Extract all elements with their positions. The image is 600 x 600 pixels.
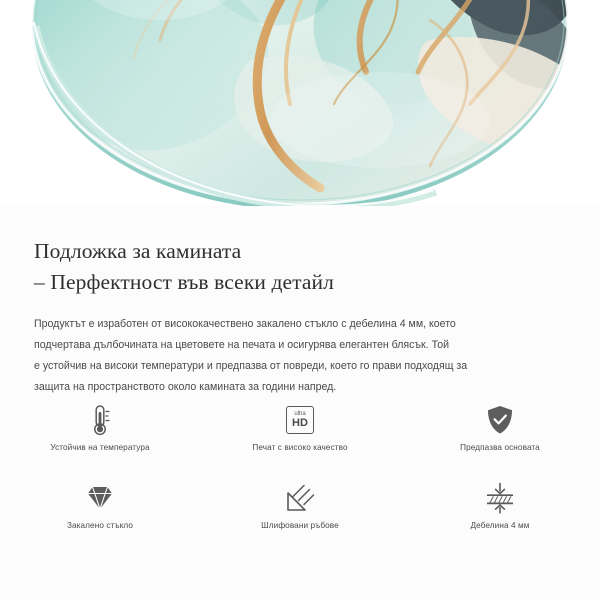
paragraph-line-3: е устойчив на високи температури и предпазва от повреди, което го прави подходящ за — [34, 360, 468, 372]
thickness-arrows-icon — [483, 476, 517, 520]
feature-polished-edges — [200, 476, 400, 554]
feature-label: Шлифовани ръбове — [261, 521, 339, 530]
feature-print-quality — [200, 398, 400, 476]
ultra-hd-icon — [286, 398, 314, 442]
ultra-hd-badge-top: ultra — [294, 411, 306, 417]
feature-label: Печат с високо качество — [252, 443, 348, 452]
feature-tempered-glass — [0, 476, 200, 554]
ultra-hd-badge-bottom: HD — [292, 417, 308, 429]
feature-label: Закалено стъкло — [66, 521, 134, 530]
feature-grid — [0, 398, 600, 554]
feature-label: Предпазва основата — [460, 443, 540, 452]
page-title — [0, 222, 600, 298]
paragraph-line-4: защита на пространството около камината за години напред. — [34, 381, 337, 393]
shield-check-icon — [484, 398, 516, 442]
thermometer-icon — [84, 398, 116, 442]
diamond-icon — [83, 476, 117, 520]
feature-thickness — [400, 476, 600, 554]
feature-label: Устойчив на температура — [50, 443, 150, 452]
feature-temperature-resistant — [0, 398, 200, 476]
title-line-2: – Перфектност във всеки детайл — [34, 270, 334, 294]
description-paragraph — [0, 298, 600, 398]
feature-protects-surface — [400, 398, 600, 476]
text-content — [0, 222, 600, 398]
paragraph-line-1: Продуктът е изработен от висококачествено закалено стъкло с дебелина 4 мм, което — [34, 318, 456, 330]
hero-product-image — [0, 0, 600, 222]
title-line-1: Подложка за камината — [34, 239, 242, 263]
paragraph-line-2: подчертава дълбочината на цветовете на печата и осигурява елегантен блясък. Той — [34, 339, 450, 351]
polished-edges-icon — [284, 476, 316, 520]
hero-illustration — [0, 0, 600, 222]
feature-label: Дебелина 4 мм — [470, 521, 530, 530]
